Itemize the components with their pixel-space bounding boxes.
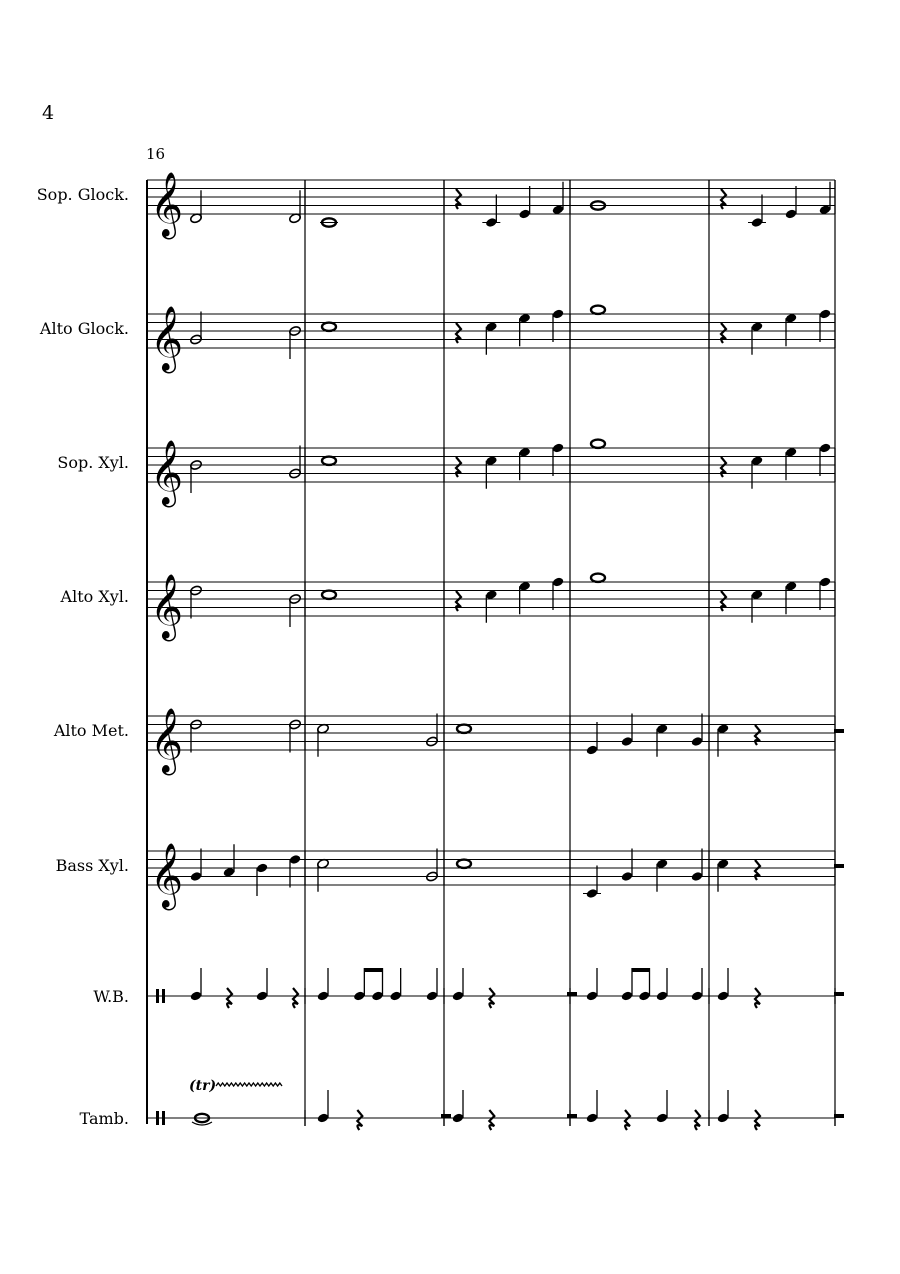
quarter-rest [227,988,232,1008]
quarter-rest [293,988,298,1008]
whole-note [457,860,471,868]
page-number: 4 [42,102,55,124]
whole-note [591,306,605,314]
half-rest [834,864,844,868]
half-rest [441,1114,451,1118]
treble-clef-icon: 𝄞 [150,306,184,371]
quarter-rest [625,1110,630,1130]
quarter-rest [755,988,760,1008]
instrument-label: Sop. Glock. [36,185,129,204]
half-rest [567,1114,577,1118]
note-beam [632,968,650,972]
whole-note [322,457,336,465]
instrument-label: Sop. Xyl. [57,453,129,472]
whole-note [322,323,336,331]
treble-clef-icon: 𝄞 [150,708,184,773]
treble-clef-icon: 𝄞 [150,440,184,505]
half-rest [834,729,844,733]
percussion-clef-icon [162,1111,165,1125]
instrument-label: Bass Xyl. [55,856,129,875]
instrument-label: Alto Glock. [39,319,129,338]
treble-clef-icon: 𝄞 [150,843,184,908]
whole-note [591,574,605,582]
quarter-rest [357,1110,362,1130]
instrument-label: Alto Met. [53,721,129,740]
note-beam [364,968,382,972]
percussion-clef-icon [162,989,165,1003]
treble-clef-icon: 𝄞 [150,172,184,237]
percussion-clef-icon [156,989,159,1003]
half-rest [567,992,577,996]
half-rest [834,1114,844,1118]
whole-note [457,725,471,733]
half-rest [834,992,844,996]
quarter-rest [489,988,494,1008]
treble-clef-icon: 𝄞 [150,574,184,639]
measure-number: 16 [146,145,166,163]
quarter-rest [489,1110,494,1130]
instrument-label: Tamb. [79,1109,129,1128]
quarter-rest [755,1110,760,1130]
trill-wavy-line [216,1083,282,1086]
trill-mark: (tr) [189,1078,217,1094]
whole-note [591,440,605,448]
whole-note [322,591,336,599]
quarter-rest [695,1110,700,1130]
percussion-clef-icon [156,1111,159,1125]
instrument-label: Alto Xyl. [60,587,129,606]
instrument-label: W.B. [93,987,129,1006]
